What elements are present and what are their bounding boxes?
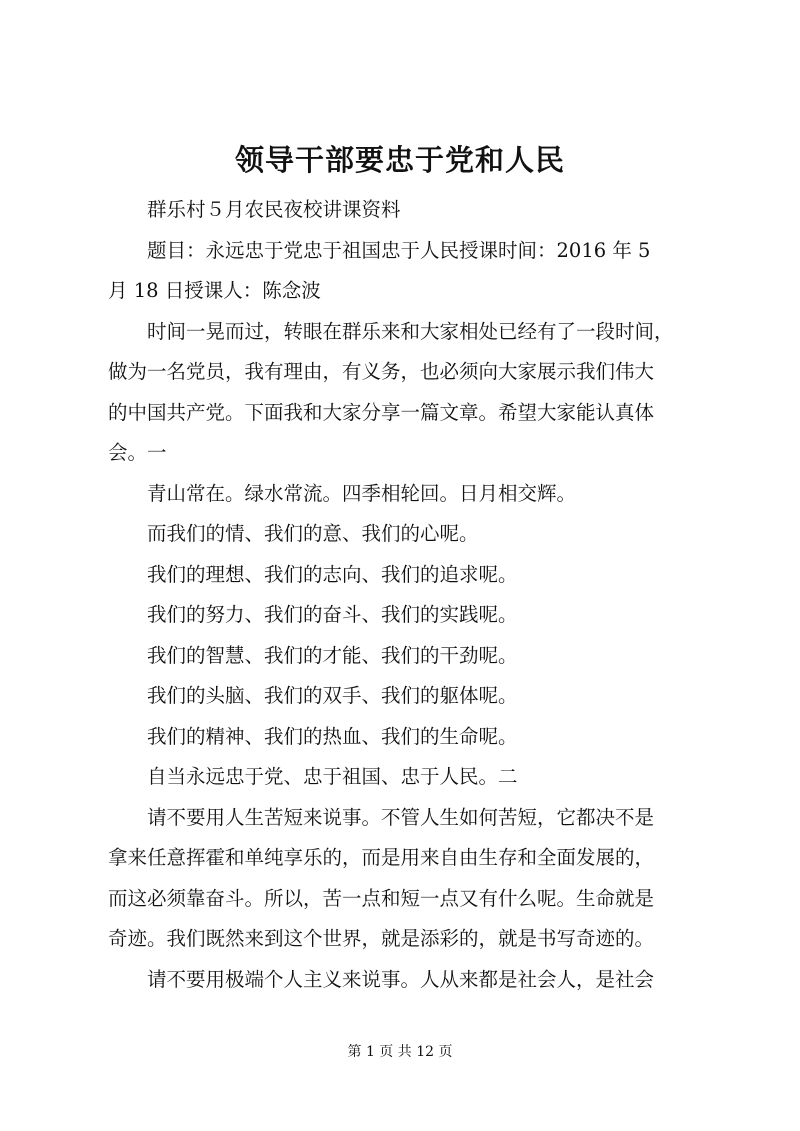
text-line: 拿来任意挥霍和单纯享乐的，而是用来自由生存和全面发展的， bbox=[108, 846, 655, 869]
text-line: 我们的头脑、我们的双手、我们的躯体呢。 bbox=[147, 684, 518, 707]
text-line: 而这必须靠奋斗。所以，苦一点和短一点又有什么呢。生命就是 bbox=[108, 886, 655, 910]
text-line: 我们的努力、我们的奋斗、我们的实践呢。 bbox=[147, 603, 518, 626]
text-line: 请不要用人生苦短来说事。不管人生如何苦短，它都决不是 bbox=[147, 805, 655, 829]
text-line: 时间一晃而过，转眼在群乐来和大家相处已经有了一段时间， bbox=[147, 319, 674, 343]
page-title: 领导干部要忠于党和人民 bbox=[234, 143, 565, 177]
text-line: 请不要用极端个人主义来说事。人从来都是社会人，是社会 bbox=[147, 967, 655, 991]
text-line: 我们的理想、我们的志向、我们的追求呢。 bbox=[147, 562, 518, 586]
document-body bbox=[108, 190, 714, 1000]
text-line: 而我们的情、我们的意、我们的心呢。 bbox=[147, 522, 479, 545]
text-line: 月 18 日授课人：陈念波 bbox=[108, 279, 321, 302]
text-line: 做为一名党员，我有理由，有义务，也必须向大家展示我们伟大 bbox=[108, 360, 655, 383]
text-line: 会。一 bbox=[108, 441, 167, 464]
text-line: 奇迹。我们既然来到这个世界，就是添彩的，就是书写奇迹的。 bbox=[108, 927, 655, 950]
text-line: 题目：永远忠于党忠于祖国忠于人民授课时间：2016 年 5 bbox=[147, 238, 651, 262]
text-line: 的中国共产党。下面我和大家分享一篇文章。希望大家能认真体 bbox=[108, 400, 655, 424]
page-number-footer: 第 1 页 共 12 页 bbox=[347, 1044, 453, 1060]
text-line: 自当永远忠于党、忠于祖国、忠于人民。二 bbox=[147, 765, 518, 788]
text-line: 我们的精神、我们的热血、我们的生命呢。 bbox=[147, 724, 518, 748]
text-line: 群乐村５月农民夜校讲课资料 bbox=[147, 198, 401, 221]
text-line: 我们的智慧、我们的才能、我们的干劲呢。 bbox=[147, 643, 518, 667]
text-line: 青山常在。绿水常流。四季相轮回。日月相交辉。 bbox=[147, 481, 577, 505]
